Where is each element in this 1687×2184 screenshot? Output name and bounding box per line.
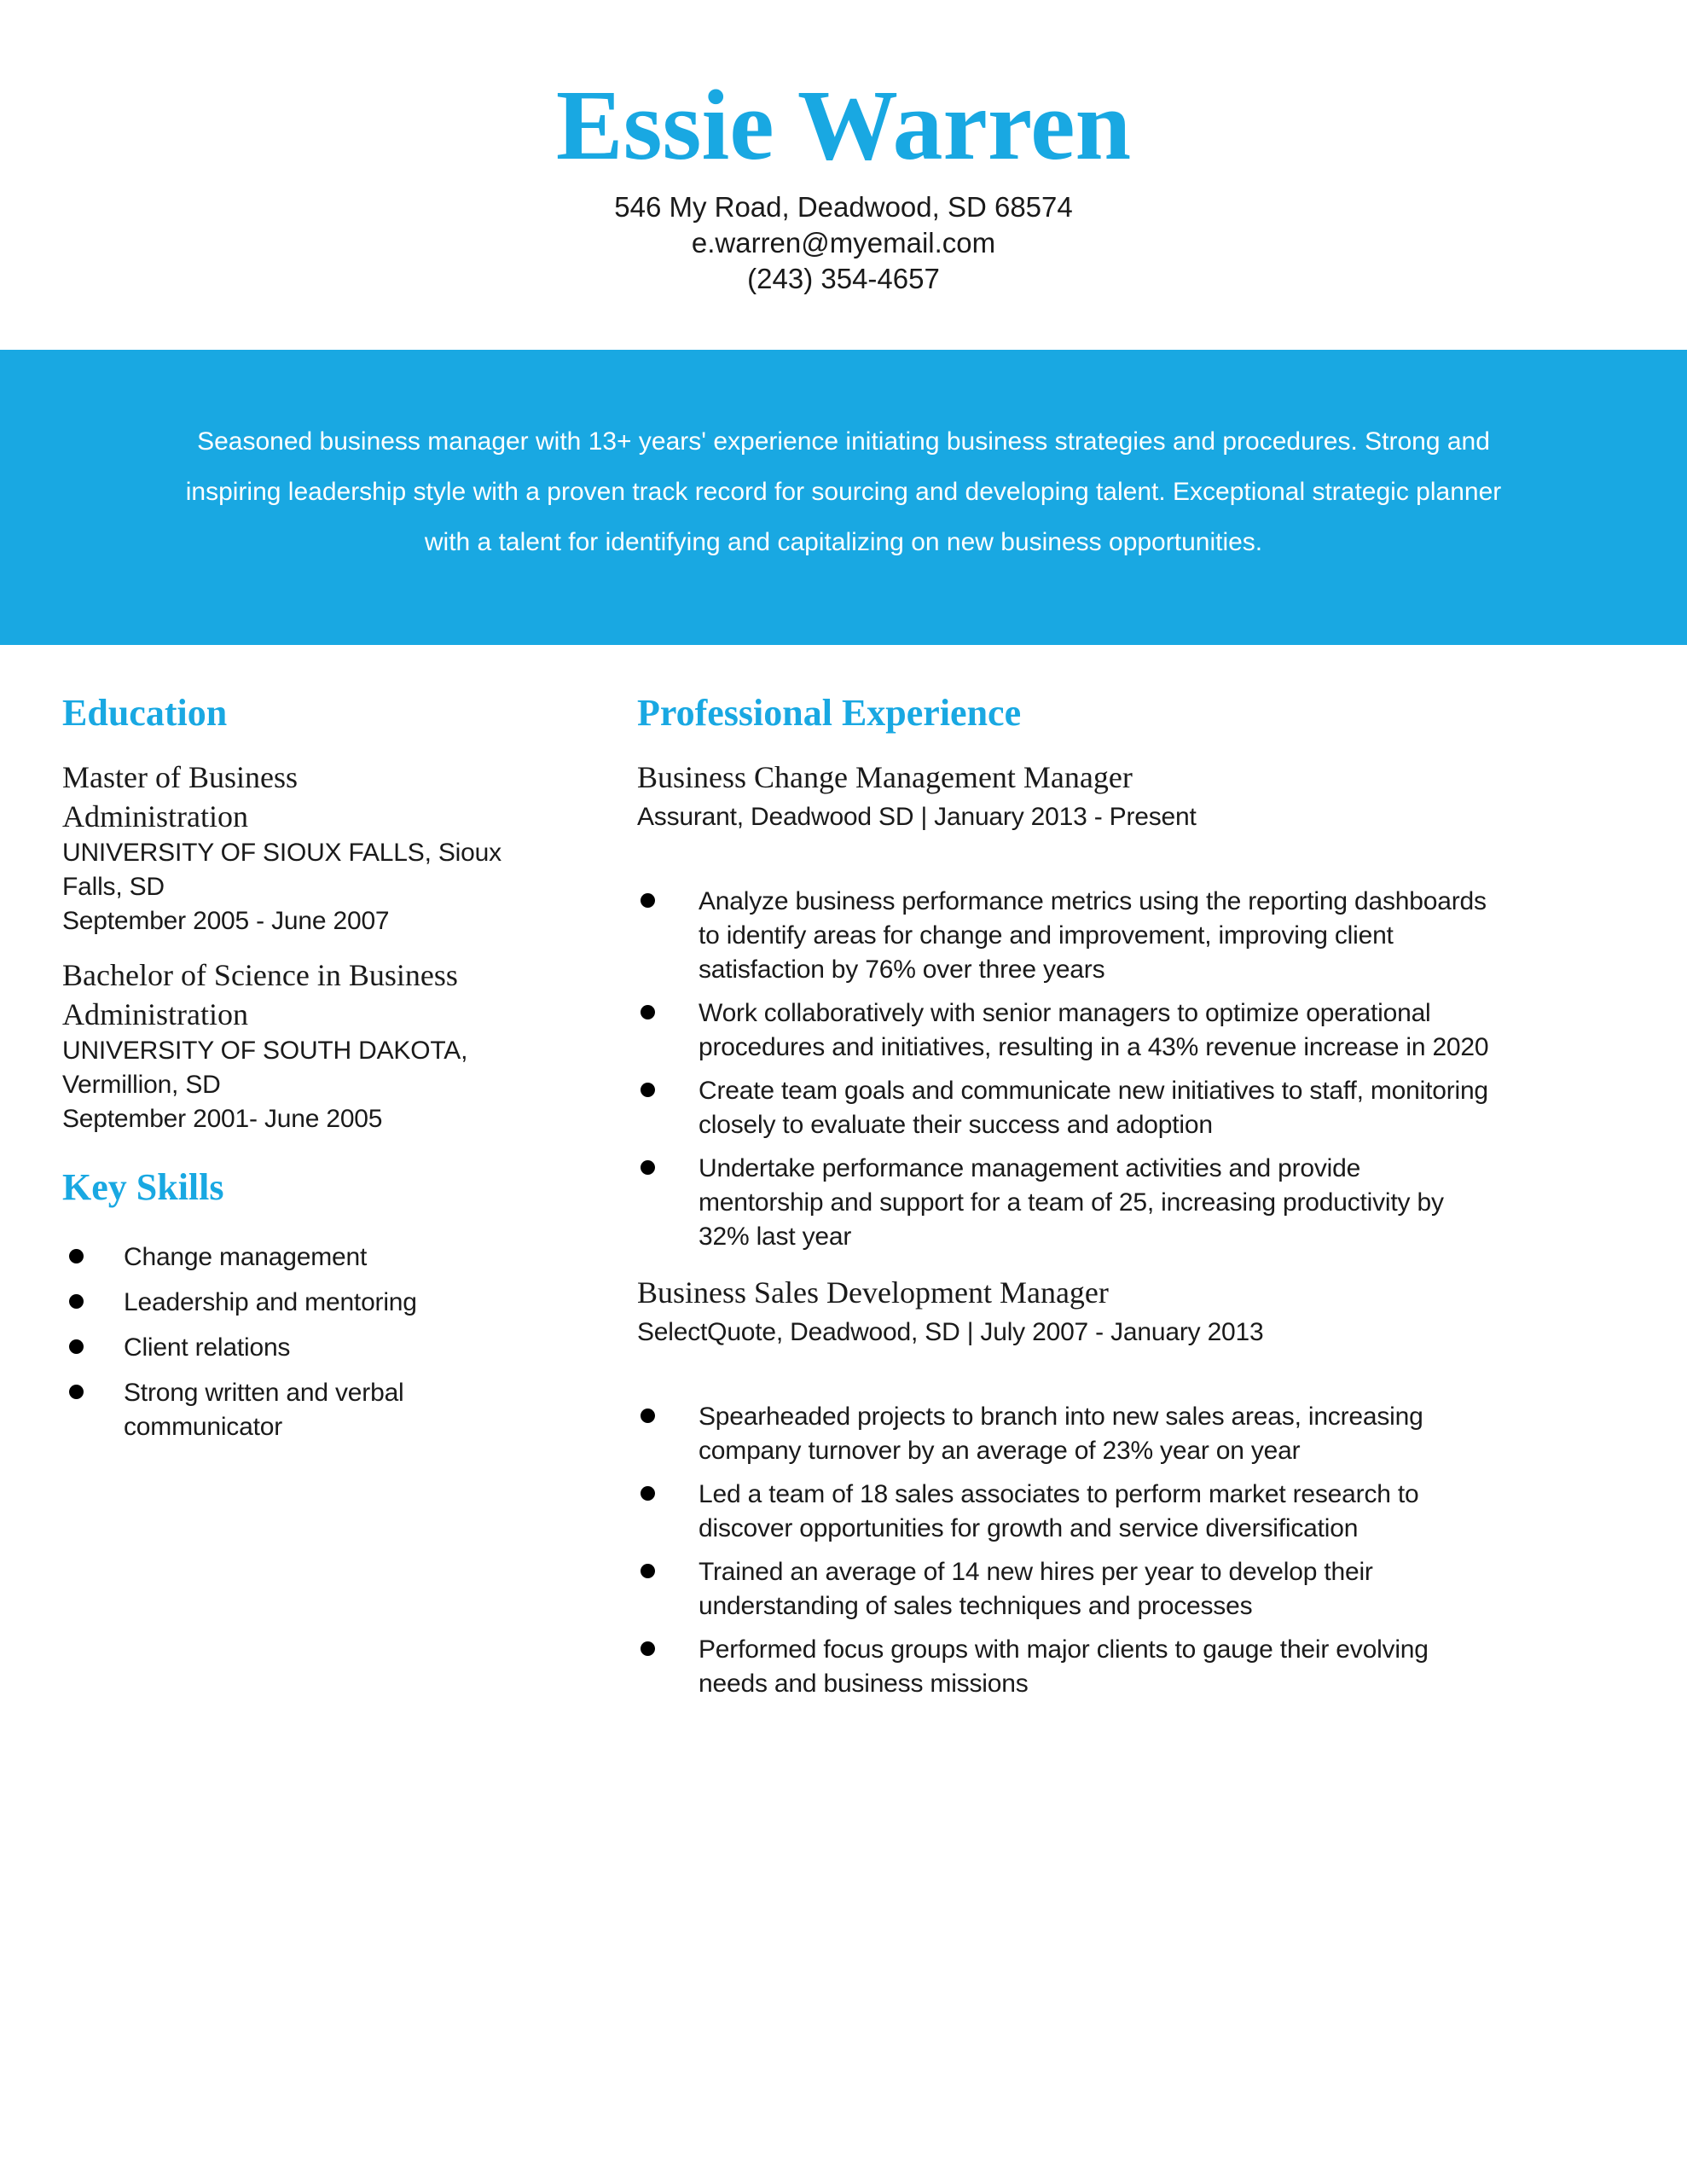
school: UNIVERSITY OF SIOUX FALLS, Sioux Falls, SD	[62, 839, 501, 901]
list-item	[637, 1074, 1490, 1142]
skills-list	[62, 1240, 463, 1444]
bullet-text: Create team goals and communicate new initiatives to staff, monitoring closely to evaluate their success and adoption	[699, 1077, 1488, 1139]
list-item	[637, 1400, 1490, 1468]
list-item	[62, 1331, 463, 1365]
bullet-text: Performed focus groups with major clients to gauge their evolving needs and business missions	[699, 1635, 1429, 1698]
bullet-text: Trained an average of 14 new hires per year to develop their understanding of sales techniques and processes	[699, 1558, 1373, 1620]
bullet-icon	[641, 1409, 655, 1423]
experience-heading: Professional Experience	[637, 692, 1022, 734]
right-column	[637, 688, 1507, 1711]
list-item	[637, 1152, 1490, 1254]
job-title: Business Sales Development Manager	[637, 1275, 1109, 1310]
education-item	[62, 758, 506, 938]
list-item	[637, 885, 1490, 987]
skills-heading: Key Skills	[62, 1166, 224, 1208]
bullet-icon	[641, 1083, 655, 1097]
list-item	[637, 1633, 1490, 1701]
bullet-text: Led a team of 18 sales associates to perform market research to discover opportunities for growth and service diversification	[699, 1480, 1419, 1542]
bullet-icon	[641, 1005, 655, 1019]
job-bullets	[637, 885, 1490, 1254]
email: e.warren@myemail.com	[691, 227, 996, 258]
bullet-icon	[69, 1294, 84, 1309]
bullet-icon	[69, 1339, 84, 1354]
bullet-icon	[641, 1486, 655, 1501]
dates: September 2005 - June 2007	[62, 907, 390, 935]
skill-text: Strong written and verbal communicator	[124, 1379, 404, 1441]
skill-text: Leadership and mentoring	[124, 1288, 417, 1316]
bullet-text: Analyze business performance metrics using the reporting dashboards to identify areas for change and improvement, improving client satisfaction by 76% over three years	[699, 887, 1487, 984]
bullet-icon	[641, 1160, 655, 1175]
education-heading: Education	[62, 692, 228, 734]
job	[637, 1273, 1507, 1701]
bullet-icon	[69, 1385, 84, 1399]
job	[637, 758, 1507, 1254]
candidate-name: Essie Warren	[555, 69, 1132, 181]
skill-text: Client relations	[124, 1333, 291, 1362]
bullet-icon	[69, 1249, 84, 1263]
degree: Master of Business Administration	[62, 760, 298, 834]
bullet-text: Work collaboratively with senior managers to optimize operational procedures and initiatives, resulting in a 43% revenue increase in 2020	[699, 999, 1489, 1061]
bullet-icon	[641, 1564, 655, 1578]
address: 546 My Road, Deadwood, SD 68574	[614, 191, 1073, 223]
phone: (243) 354-4657	[747, 263, 940, 294]
bullet-icon	[641, 1641, 655, 1656]
bullet-icon	[641, 893, 655, 908]
list-item	[62, 1240, 463, 1275]
job-title: Business Change Management Manager	[637, 760, 1133, 794]
bullet-text: Undertake performance management activities and provide mentorship and support for a team of 25, increasing productivity by 32% last year	[699, 1154, 1444, 1251]
left-column	[62, 688, 523, 1455]
school: UNIVERSITY OF SOUTH DAKOTA, Vermillion, SD	[62, 1037, 468, 1099]
contact-info	[0, 189, 1687, 297]
degree: Bachelor of Science in Business Administration	[62, 958, 458, 1031]
summary-text: Seasoned business manager with 13+ years' experience initiating business strategies and procedures. Strong and inspiring leadership style with a proven track record for sourcing and developing talent. Exceptional strategic planner with a talent for identifying and capitalizing on new business opportunities.	[185, 427, 1502, 556]
bullet-text: Spearheaded projects to branch into new sales areas, increasing company turnover by an average of 23% year on year	[699, 1403, 1423, 1465]
list-item	[637, 1478, 1490, 1546]
list-item	[637, 996, 1490, 1065]
dates: September 2001- June 2005	[62, 1105, 383, 1133]
list-item	[62, 1376, 463, 1444]
education-item	[62, 956, 506, 1136]
job-meta: SelectQuote, Deadwood, SD | July 2007 - January 2013	[637, 1318, 1264, 1346]
list-item	[637, 1555, 1490, 1623]
job-meta: Assurant, Deadwood SD | January 2013 - Present	[637, 803, 1197, 831]
list-item	[62, 1286, 463, 1320]
skill-text: Change management	[124, 1243, 368, 1271]
job-bullets	[637, 1400, 1490, 1701]
